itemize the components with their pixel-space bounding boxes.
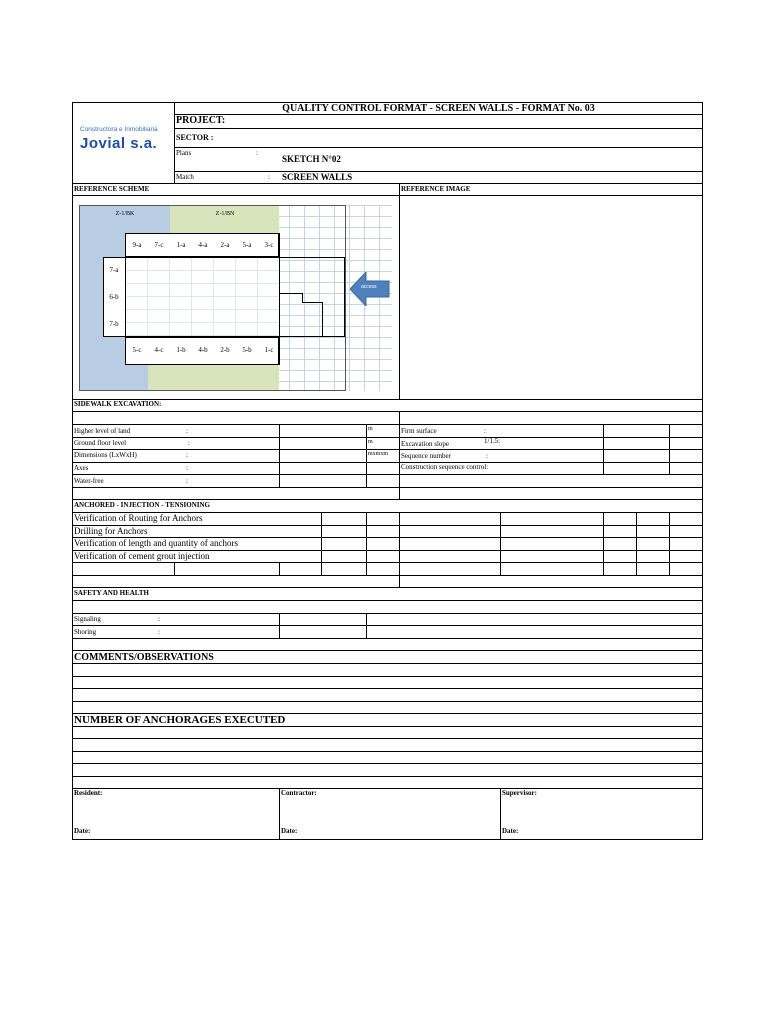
zone-label-right: Z-1/BN <box>215 211 235 217</box>
sidewalk-row-label: Higher level of land <box>74 427 131 435</box>
cell-label: 2-b <box>220 346 230 354</box>
reference-scheme-label: REFERENCE SCHEME <box>74 185 150 193</box>
safety-item: Shoring <box>74 628 97 636</box>
colon: : <box>484 427 486 435</box>
sidewalk-right-label: Firm surface <box>401 427 437 435</box>
form-title: QUALITY CONTROL FORMAT - SCREEN WALLS - FORMAT No. 03 <box>282 103 595 114</box>
cell-label: 1-a <box>176 241 186 249</box>
cell-label: 5-a <box>242 241 252 249</box>
sidewalk-row-label: Ground floor level <box>74 439 127 447</box>
colon: : <box>486 452 488 460</box>
anchored-item: Verification of length and quantity of anchors <box>74 538 238 548</box>
cell-label: 7-c <box>154 241 164 249</box>
sidewalk-right-label: Construction sequence control: <box>401 463 489 471</box>
cell-label: 3-c <box>264 241 274 249</box>
plans-value: SKETCH N°02 <box>282 154 341 164</box>
anchored-item: Verification of Routing for Anchors <box>74 513 203 523</box>
cell-label: 4-c <box>154 346 164 354</box>
plans-label: Plans <box>176 149 192 157</box>
anchorages-title: NUMBER OF ANCHORAGES EXECUTED <box>74 714 286 726</box>
excavation-slope-value: 1/1.5: <box>484 437 501 445</box>
safety-item: Signaling <box>74 615 101 623</box>
cell-label: 5-c <box>132 346 142 354</box>
company-logo <box>80 126 170 152</box>
anchored-item: Drilling for Anchors <box>74 526 148 536</box>
cell-label: 7-a <box>109 266 119 274</box>
sidewalk-row-label: Dimensions (LxWxH) <box>74 451 137 459</box>
match-value: SCREEN WALLS <box>282 172 353 182</box>
cell-label: 4-a <box>198 241 208 249</box>
unit-label: mxmxm <box>368 451 389 457</box>
unit-label: m <box>368 426 373 432</box>
cell-label: 5-b <box>242 346 252 354</box>
cell-label: 2-a <box>220 241 230 249</box>
cell-label: 7-b <box>109 320 119 328</box>
project-label: PROJECT: <box>176 115 226 126</box>
match-label: Match <box>176 173 194 181</box>
logo-name: Jovial s.a. <box>80 135 158 152</box>
sidewalk-right-label: Excavation slope <box>401 440 450 448</box>
cell-label: 6-b <box>109 293 119 301</box>
safety-title: SAFETY AND HEALTH <box>74 589 149 597</box>
cell-label: 1-b <box>176 346 186 354</box>
cell-label: 9-a <box>132 241 142 249</box>
sector-label: SECTOR : <box>176 133 214 142</box>
cell-label: 1-c <box>264 346 274 354</box>
resident-signature-label: Resident: <box>74 789 103 797</box>
access-arrow-label: access <box>361 284 377 290</box>
colon: : <box>158 628 160 636</box>
reference-image-label: REFERENCE IMAGE <box>401 185 471 193</box>
colon: : <box>186 427 188 435</box>
cell-label: 4-b <box>198 346 208 354</box>
plans-colon: : <box>256 149 258 157</box>
anchored-title: ANCHORED - INJECTION - TENSIONING <box>74 501 211 509</box>
colon: : <box>186 464 188 472</box>
colon: : <box>188 439 190 447</box>
supervisor-signature-label: Supervisor: <box>502 789 537 797</box>
zone-label-left: Z-1/BK <box>115 211 135 217</box>
colon: : <box>158 615 160 623</box>
resident-date-label: Date: <box>74 827 91 835</box>
unit-label: m <box>368 439 373 445</box>
sidewalk-row-label: Axes <box>74 464 89 472</box>
colon: : <box>186 477 188 485</box>
comments-title: COMMENTS/OBSERVATIONS <box>74 652 214 663</box>
contractor-signature-label: Contractor: <box>281 789 317 797</box>
logo-tagline: Constructora e Inmobiliaria <box>80 126 158 133</box>
contractor-date-label: Date: <box>281 827 298 835</box>
colon: : <box>186 451 188 459</box>
sidewalk-right-label: Sequence number <box>401 452 451 460</box>
sidewalk-row-label: Water-free <box>74 477 104 485</box>
anchored-item: Verification of cement grout injection <box>74 551 210 561</box>
supervisor-date-label: Date: <box>502 827 519 835</box>
match-colon: : <box>268 173 270 181</box>
sidewalk-title: SIDEWALK EXCAVATION: <box>74 400 162 408</box>
